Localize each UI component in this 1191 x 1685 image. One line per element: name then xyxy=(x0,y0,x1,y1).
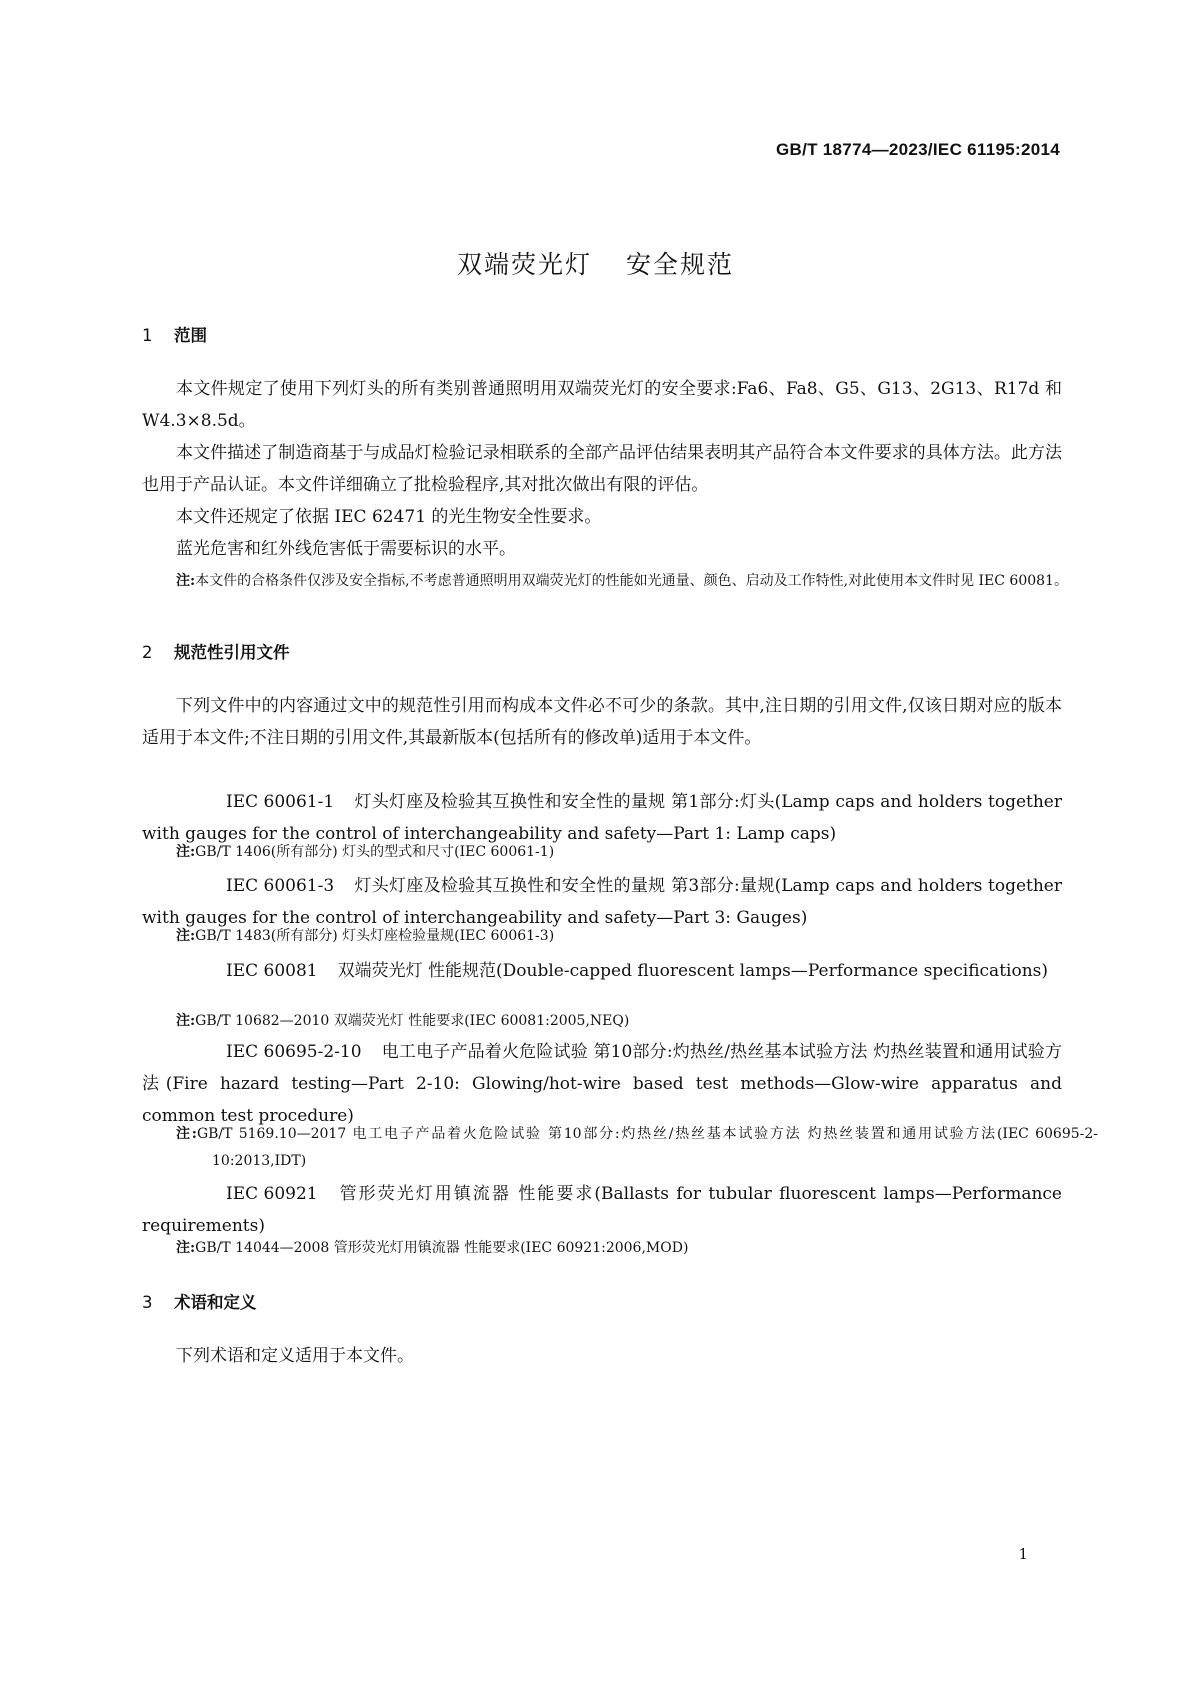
reference-item xyxy=(142,955,1062,987)
reference-text: 双端荧光灯 性能规范(Double-capped fluorescent lamps—Performance specifications) xyxy=(337,961,1048,981)
note-label: 注: xyxy=(176,928,196,944)
note-text: 本文件的合格条件仅涉及安全指标,不考虑普通照明用双端荧光灯的性能如光通量、颜色、启动及工作特性,对此使用本文件时见 IEC 60081。 xyxy=(195,573,1068,589)
standard-code: GB/T 18774—2023/IEC 61195:2014 xyxy=(775,140,1060,159)
note-text: GB/T 5169.10—2017 电工电子产品着火危险试验 第10部分:灼热丝/热丝基本试验方法 灼热丝装置和通用试验方法(IEC 60695-2-10:2013,IDT) xyxy=(196,1126,1099,1169)
title-part1: 双端荧光灯 xyxy=(456,250,592,279)
reference-item xyxy=(142,1036,1062,1132)
note-text: GB/T 14044—2008 管形荧光灯用镇流器 性能要求(IEC 60921:2006,MOD) xyxy=(195,1240,689,1256)
note-text: GB/T 10682—2010 双端荧光灯 性能要求(IEC 60081:2005,NEQ) xyxy=(195,1013,630,1029)
reference-item xyxy=(142,1178,1062,1242)
document-title xyxy=(0,245,1191,281)
note-label: 注: xyxy=(176,1240,196,1256)
section-number: 3 xyxy=(142,1293,153,1312)
reference-note xyxy=(176,923,1098,950)
reference-code: IEC 60061-1 xyxy=(226,792,335,812)
section-1-paragraph-1: 本文件规定了使用下列灯头的所有类别普通照明用双端荧光灯的安全要求:Fa6、Fa8、G5、G13、2G13、R17d 和 W4.3×8.5d。 xyxy=(142,379,1062,431)
note-text: GB/T 1406(所有部分) 灯头的型式和尺寸(IEC 60061-1) xyxy=(195,844,555,860)
reference-note xyxy=(176,839,1098,866)
note-label: 注: xyxy=(176,573,196,589)
reference-text: 电工电子产品着火危险试验 第10部分:灼热丝/热丝基本试验方法 灼热丝装置和通用试验方法(Fire hazard testing—Part 2-10: Glowing/hot-wire based test methods—Glow-wire apparatus and common test procedure) xyxy=(142,1042,1062,1126)
section-title: 范围 xyxy=(174,326,207,345)
section-title: 术语和定义 xyxy=(174,1293,257,1312)
reference-code: IEC 60695-2-10 xyxy=(226,1042,362,1062)
reference-text: 管形荧光灯用镇流器 性能要求(Ballasts for tubular fluorescent lamps—Performance requirements) xyxy=(142,1184,1062,1236)
reference-text: 灯头灯座及检验其互换性和安全性的量规 第3部分:量规(Lamp caps and holders together with gauges for the control of interchangeability and safety—Part 3: Gauges) xyxy=(142,876,1062,928)
reference-code: IEC 60081 xyxy=(226,961,318,981)
section-3-heading xyxy=(142,1289,257,1313)
reference-code: IEC 60061-3 xyxy=(226,876,335,896)
section-1-note xyxy=(176,568,1098,595)
reference-note xyxy=(176,1008,1098,1035)
note-text: GB/T 1483(所有部分) 灯头灯座检验量规(IEC 60061-3) xyxy=(195,928,555,944)
reference-note xyxy=(176,1121,1098,1175)
section-1-heading xyxy=(142,322,207,346)
section-1-paragraph-4: 蓝光危害和红外线危害低于需要标识的水平。 xyxy=(176,539,516,559)
section-title: 规范性引用文件 xyxy=(174,643,290,662)
section-3-intro: 下列术语和定义适用于本文件。 xyxy=(176,1346,414,1366)
note-label: 注: xyxy=(176,844,196,860)
reference-note xyxy=(176,1235,1098,1262)
title-part2: 安全规范 xyxy=(626,250,735,279)
section-1-paragraph-2: 本文件描述了制造商基于与成品灯检验记录相联系的全部产品评估结果表明其产品符合本文件要求的具体方法。此方法也用于产品认证。本文件详细确立了批检验程序,其对批次做出有限的评估。 xyxy=(142,443,1062,495)
page-number: 1 xyxy=(1018,1545,1028,1563)
section-number: 1 xyxy=(142,326,153,345)
reference-text: 灯头灯座及检验其互换性和安全性的量规 第1部分:灯头(Lamp caps and holders together with gauges for the control of interchangeability and safety—Part 1: Lamp caps) xyxy=(142,792,1062,844)
note-label: 注: xyxy=(176,1013,196,1029)
section-2-heading xyxy=(142,639,290,663)
reference-code: IEC 60921 xyxy=(226,1184,318,1204)
note-label: 注: xyxy=(176,1126,197,1142)
section-1-paragraph-3: 本文件还规定了依据 IEC 62471 的光生物安全性要求。 xyxy=(176,507,602,527)
section-number: 2 xyxy=(142,643,153,662)
section-2-intro: 下列文件中的内容通过文中的规范性引用而构成本文件必不可少的条款。其中,注日期的引用文件,仅该日期对应的版本适用于本文件;不注日期的引用文件,其最新版本(包括所有的修改单)适用于本文件。 xyxy=(142,696,1062,748)
